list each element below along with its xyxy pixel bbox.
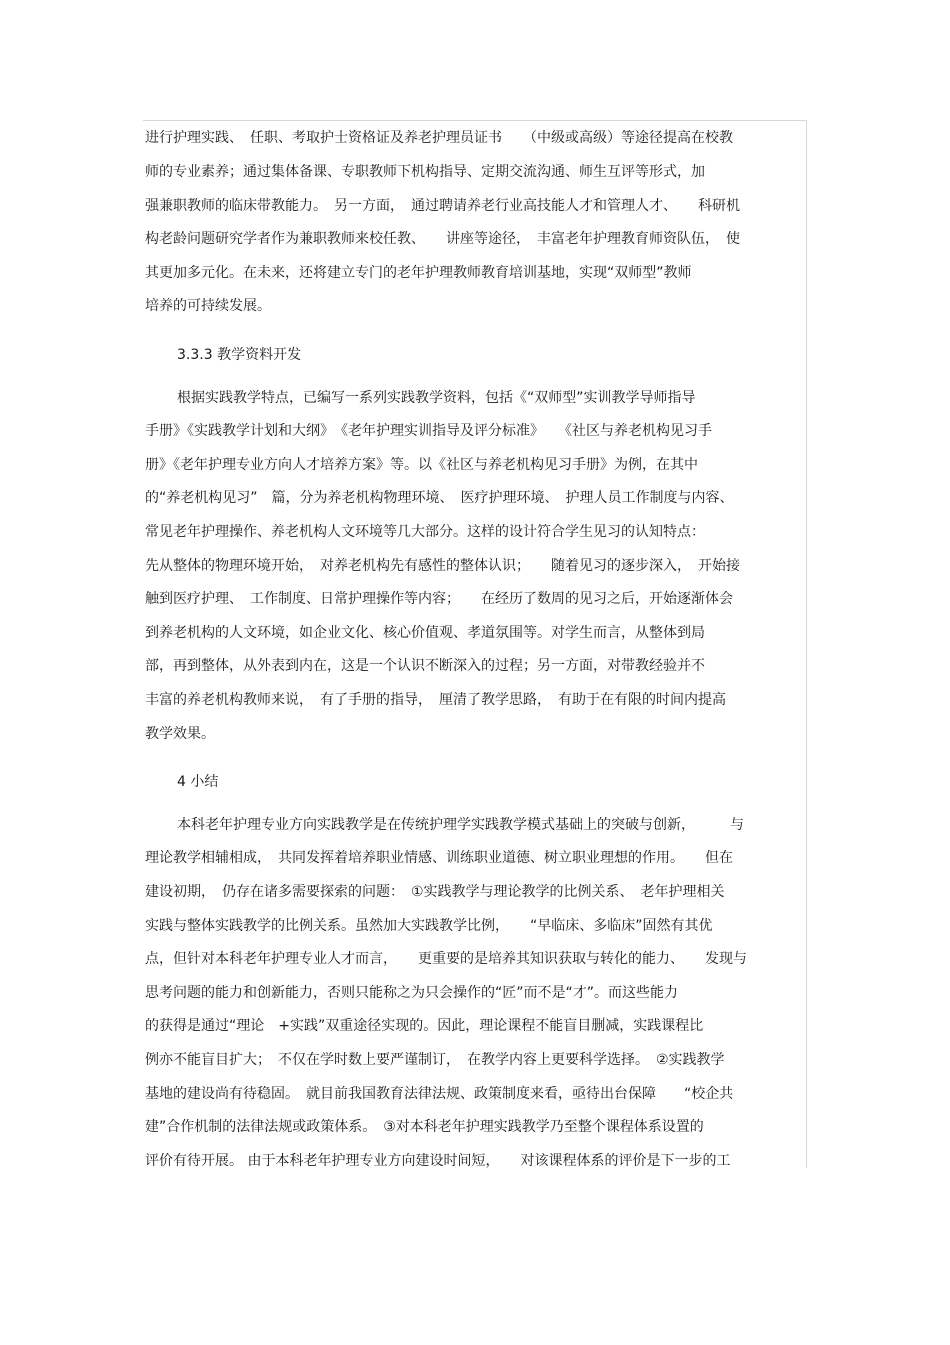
section-heading-3-3-3: 3.3.3 教学资料开发 [177,347,302,363]
paragraph-2-line-11: 教学效果。 [145,726,215,742]
paragraph-1-line-4: 构老龄问题研究学者作为兼职教师来校任教、 讲座等途径， 丰富老年护理教育师资队伍， 使 [145,231,740,247]
paragraph-2-line-7: 触到医疗护理、 工作制度、日常护理操作等内容； 在经历了数周的见习之后，开始逐渐体会 [145,591,733,607]
paragraph-3-line-1: 本科老年护理专业方向实践教学是在传统护理学实践教学模式基础上的突破与创新， 与 [177,817,744,833]
paragraph-2-line-9: 部，再到整体，从外表到内在，这是一个认识不断深入的过程；另一方面，对带教经验并不 [145,658,705,674]
paragraph-2-line-5: 常见老年护理操作、养老机构人文环境等几大部分。这样的设计符合学生见习的认知特点： [145,524,705,540]
paragraph-3-line-6: 思考问题的能力和创新能力，否则只能称之为只会操作的“匠”而不是“才”。而这些能力 [145,985,679,1001]
paragraph-3-line-7: 的获得是通过“理论 +实践”双重途径实现的。因此，理论课程不能盲目删减，实践课程比 [145,1018,704,1034]
paragraph-1-line-6: 培养的可持续发展。 [145,298,271,314]
paragraph-3-line-3: 建设初期， 仍存在诸多需要探索的问题： ①实践教学与理论教学的比例关系、 老年护理相关 [145,884,725,900]
paragraph-1-line-2: 师的专业素养；通过集体备课、专职教师下机构指导、定期交流沟通、师生互评等形式，加 [145,164,705,180]
paragraph-3-line-10: 建”合作机制的法律法规或政策体系。 ③对本科老年护理实践教学乃至整个课程体系设置的 [145,1119,704,1135]
paragraph-1-line-5: 其更加多元化。在未来，还将建立专门的老年护理教师教育培训基地，实现“双师型”教师 [145,265,692,281]
paragraph-3-line-9: 基地的建设尚有待稳固。 就目前我国教育法律法规、政策制度来看，亟待出台保障 “校企共 [145,1086,734,1102]
paragraph-2-line-6: 先从整体的物理环境开始， 对养老机构先有感性的整体认识； 随着见习的逐步深入， 开始接 [145,558,740,574]
page-border-top [143,120,806,121]
paragraph-2-line-10: 丰富的养老机构教师来说， 有了手册的指导， 厘清了教学思路， 有助于在有限的时间内提高 [145,692,726,708]
paragraph-2-line-1: 根据实践教学特点，已编写一系列实践教学资料，包括《“双师型”实训教学导师指导 [177,390,696,406]
paragraph-3-line-5: 点，但针对本科老年护理专业人才而言， 更重要的是培养其知识获取与转化的能力、 发现与 [145,951,747,967]
paragraph-2-line-2: 手册》《实践教学计划和大纲》 《老年护理实训指导及评分标准》 《社区与养老机构见习手 [145,423,712,439]
paragraph-2-line-3: 册》《老年护理专业方向人才培养方案》等。以《社区与养老机构见习手册》为例，在其中 [145,457,698,473]
paragraph-2-line-8: 到养老机构的人文环境，如企业文化、核心价值观、孝道氛围等。对学生而言，从整体到局 [145,625,705,641]
paragraph-1-line-3: 强兼职教师的临床带教能力。 另一方面， 通过聘请养老行业高技能人才和管理人才、 科研机 [145,198,740,214]
paragraph-3-line-8: 例亦不能盲目扩大； 不仅在学时数上要严谨制订， 在教学内容上更要科学选择。 ②实践教学 [145,1052,725,1068]
paragraph-3-line-11: 评价有待开展。 由于本科老年护理专业方向建设时间短， 对该课程体系的评价是下一步的工 [145,1153,731,1169]
paragraph-3-line-2: 理论教学相辅相成， 共同发挥着培养职业情感、训练职业道德、树立职业理想的作用。 但在 [145,850,733,866]
paragraph-1-line-1: 进行护理实践、 任职、考取护士资格证及养老护理员证书 （中级或高级）等途径提高在校教 [145,130,733,146]
paragraph-2-line-4: 的“养老机构见习” 篇，分为养老机构物理环境、 医疗护理环境、 护理人员工作制度与内容、 [145,490,734,506]
page-border-right [806,120,807,1168]
section-heading-4: 4 小结 [177,774,219,790]
paragraph-3-line-4: 实践与整体实践教学的比例关系。虽然加大实践教学比例， “早临床、多临床”固然有其优 [145,918,713,934]
